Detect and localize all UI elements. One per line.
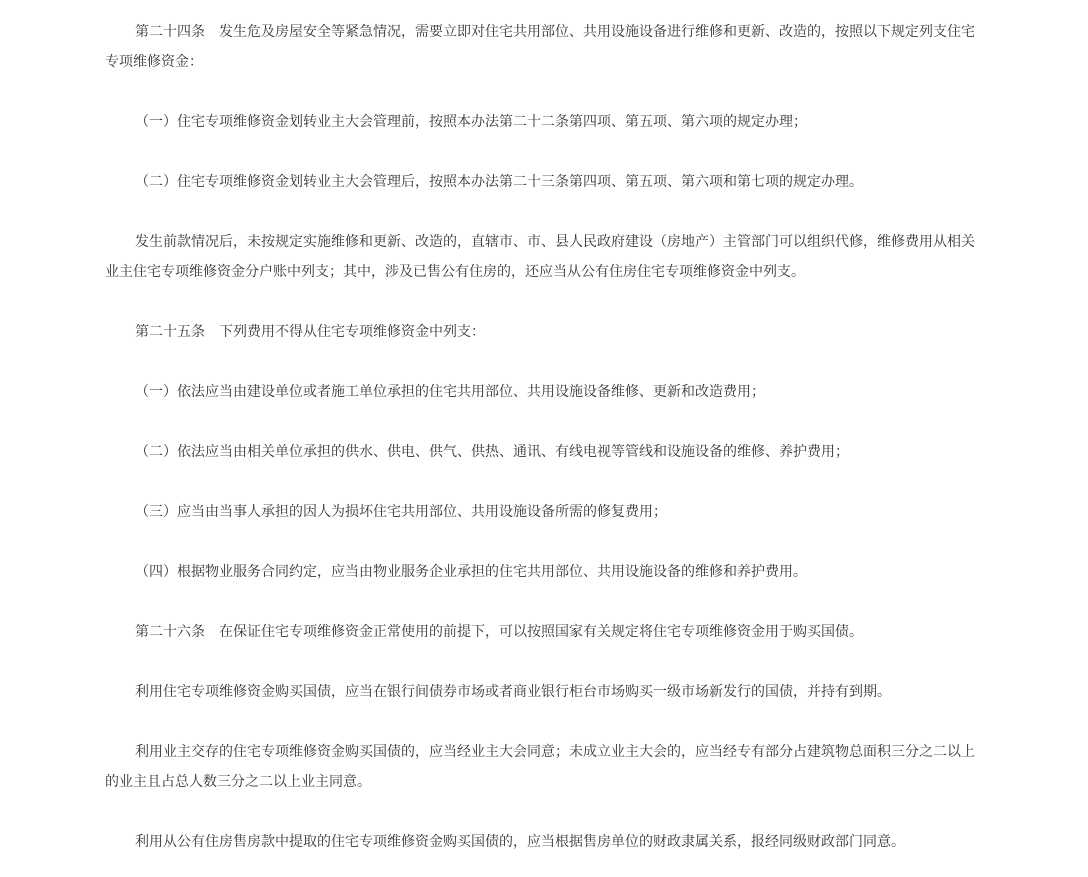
paragraph-article-25-item-3: （三）应当由当事人承担的因人为损坏住宅共用部位、共用设施设备所需的修复费用； [135,504,667,520]
paragraph-gap [105,587,985,617]
paragraph-article-26-bond-purchase: 利用住宅专项维修资金购买国债，应当在银行间债券市场或者商业银行柜台市场购买一级市场新发行的国债，并持有到期。 [135,684,891,700]
paragraph-article-24-note: 发生前款情况后，未按规定实施维修和更新、改造的，直辖市、市、县人民政府建设（房地产）主管部门可以组织代修，维修费用从相关业主住宅专项维修资金分户账中列支；其中，涉及已售公有住房的，还应当从公有住房住宅专项维修资金中列支。 [105,234,975,280]
paragraph-article-25-item-4: （四）根据物业服务合同约定，应当由物业服务企业承担的住宅共用部位、共用设施设备的维修和养护费用。 [135,564,807,580]
paragraph-article-25: 第二十五条 下列费用不得从住宅专项维修资金中列支： [135,324,485,340]
paragraph-gap [105,647,985,677]
paragraph-gap [105,407,985,437]
paragraph-gap [105,707,985,737]
paragraph-article-24: 第二十四条 发生危及房屋安全等紧急情况，需要立即对住宅共用部位、共用设施设备进行维修和更新、改造的，按照以下规定列支住宅专项维修资金： [105,24,975,70]
paragraph-gap [105,797,985,827]
paragraph-article-26: 第二十六条 在保证住宅专项维修资金正常使用的前提下，可以按照国家有关规定将住宅专项维修资金用于购买国债。 [135,624,863,640]
paragraph-article-25-item-1: （一）依法应当由建设单位或者施工单位承担的住宅共用部位、共用设施设备维修、更新和改造费用； [135,384,765,400]
document-body [105,0,985,857]
paragraph-gap [105,137,985,167]
paragraph-article-26-owner-consent: 利用业主交存的住宅专项维修资金购买国债的，应当经业主大会同意；未成立业主大会的，应当经专有部分占建筑物总面积三分之二以上的业主且占总人数三分之二以上业主同意。 [105,744,975,790]
paragraph-gap [105,527,985,557]
paragraph-gap [105,467,985,497]
paragraph-article-24-item-2: （二）住宅专项维修资金划转业主大会管理后，按照本办法第二十三条第四项、第五项、第六项和第七项的规定办理。 [135,174,863,190]
paragraph-gap [105,197,985,227]
paragraph-gap [105,77,985,107]
paragraph-gap [105,287,985,317]
paragraph-gap [105,347,985,377]
top-gap [105,0,985,17]
paragraph-article-26-public-housing: 利用从公有住房售房款中提取的住宅专项维修资金购买国债的，应当根据售房单位的财政隶属关系，报经同级财政部门同意。 [135,834,905,850]
paragraph-article-24-item-1: （一）住宅专项维修资金划转业主大会管理前，按照本办法第二十二条第四项、第五项、第六项的规定办理； [135,114,807,130]
paragraph-article-25-item-2: （二）依法应当由相关单位承担的供水、供电、供气、供热、通讯、有线电视等管线和设施设备的维修、养护费用； [135,444,849,460]
